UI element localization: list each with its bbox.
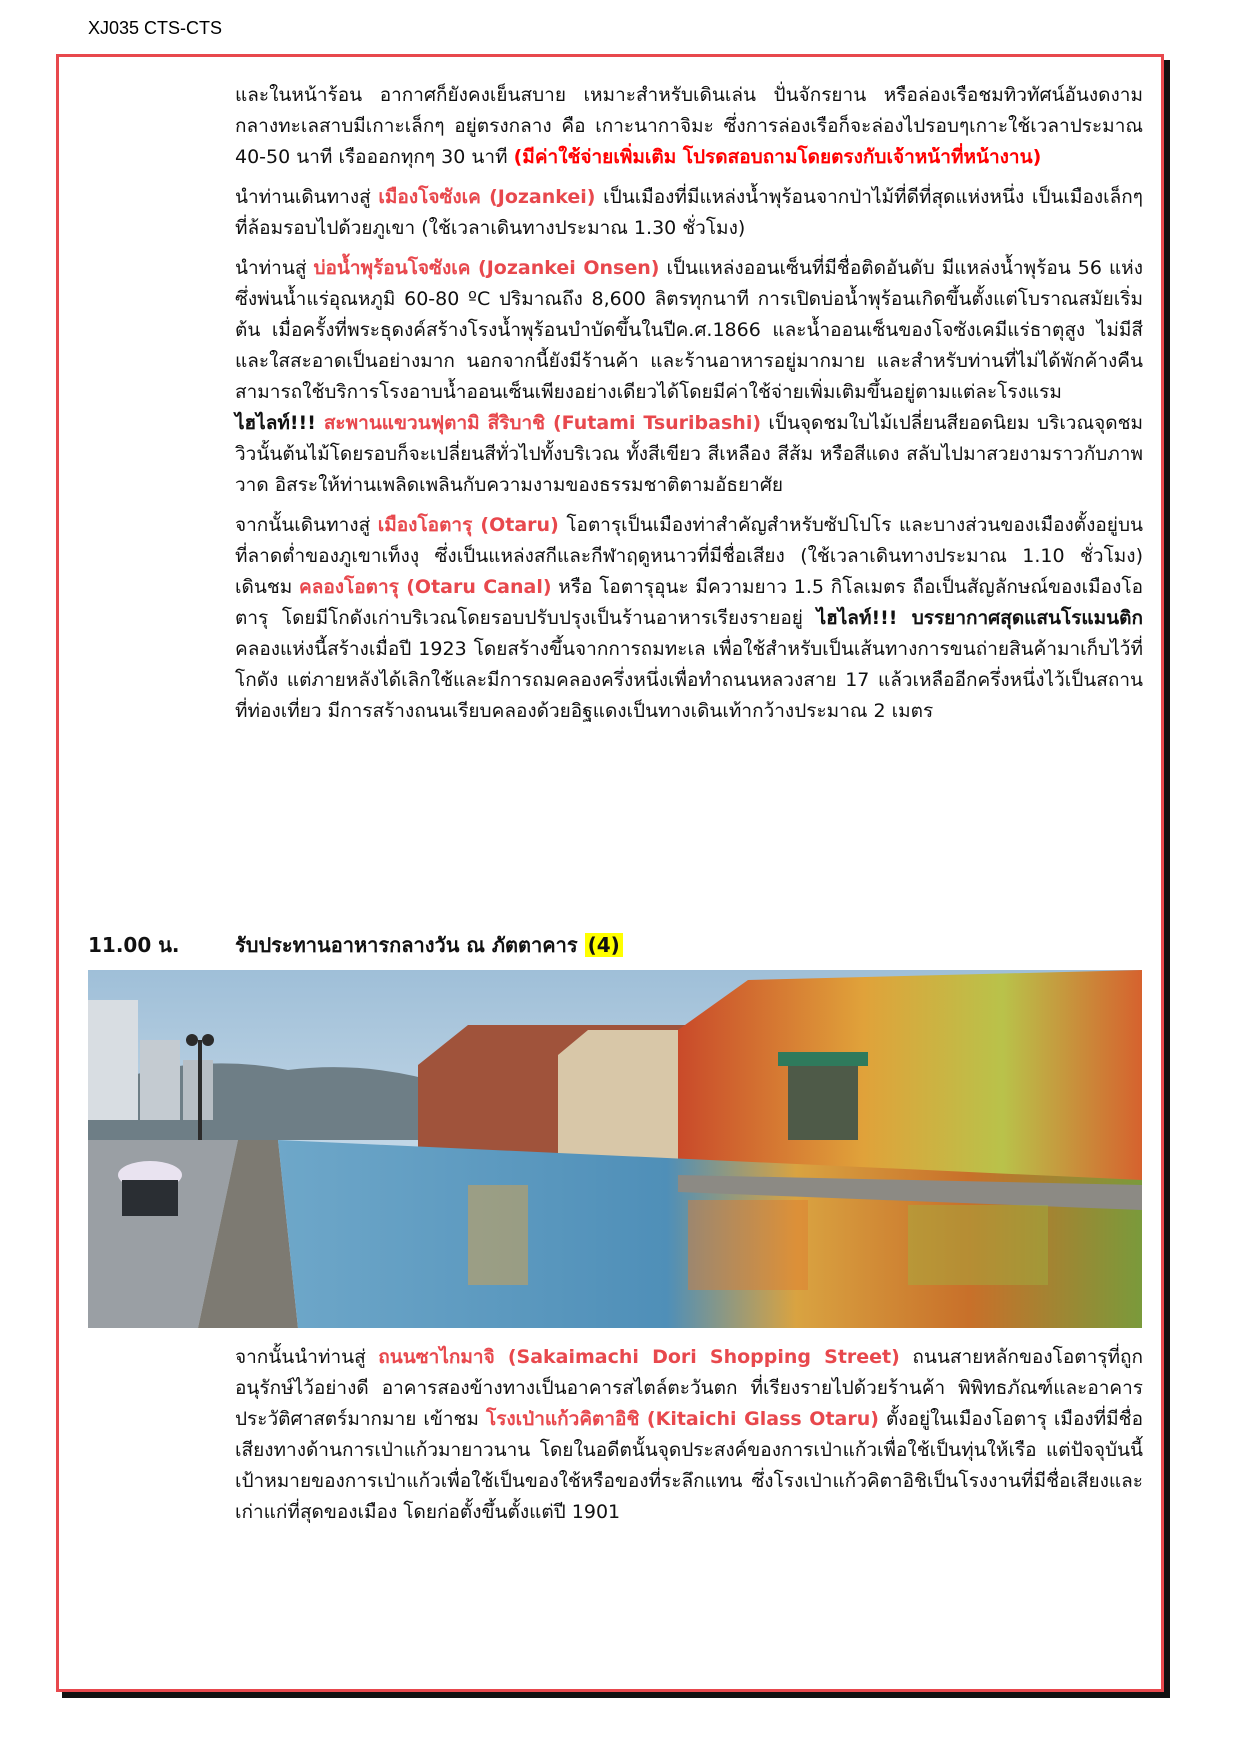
sakaimachi-text: ถนนสายหลักของโอตารุที่ถูกอนุรักษ์ไว้อย่างดี อาคารสองข้างทางเป็นอาคารสไตล์ตะวันตก ที่เรียงรายไปด้วยร้านค้า พิพิทธภัณฑ์และอาคารประวัติศาสตร์มากมาย เข้าชม [235, 1346, 1143, 1430]
otaru-intro: จากนั้นเดินทางสู่ [235, 514, 378, 536]
otaru-canal: คลองโอตารุ (Otaru Canal) [299, 576, 552, 598]
jozankei-text: เป็นเมืองที่มีแหล่งน้ำพุร้อนจากป่าไม้ที่ดีที่สุดแห่งหนึ่ง เป็นเมืองเล็กๆ ที่ล้อมรอบไปด้วยภูเขา (ใช้เวลาเดินทางประมาณ 1.30 ชั่วโมง) [235, 186, 1143, 239]
paragraph-sakaimachi [235, 1342, 1143, 1528]
kitaichi-glass: โรงเป่าแก้วคิตาอิชิ (Kitaichi Glass Otaru) [485, 1408, 879, 1430]
lake-text: และในหน้าร้อน อากาศก็ยังคงเย็นสบาย เหมาะสำหรับเดินเล่น ปั่นจักรยาน หรือล่องเรือชมทิวทัศน์อันงดงาม กลางทะเลสาบมีเกาะเล็กๆ อยู่ตรงกลาง คือ เกาะนากาจิมะ ซึ่งการล่องเรือก็จะล่องไปรอบๆเกาะใช้เวลาประมาณ 40-50 นาที เรือออกทุกๆ 30 นาที [235, 84, 1143, 168]
onsen-text-end: เป็นจุดชมใบไม้เปลี่ยนสียอดนิยม บริเวณจุดชมวิวนั้นต้นไม้โดยรอบก็จะเปลี่ยนสีทั่วไปทั้งบริเวณ ทั้งสีเขียว สีเหลือง สีส้ม หรือสีแดง สลับไปมาสวยงามราวกับภาพวาด อิสระให้ท่านเพลิดเพลินกับความงามของธรรมชาติตามอัธยาศัย [235, 412, 1143, 496]
paragraph-otaru [235, 510, 1143, 727]
sakaimachi-intro: จากนั้นนำท่านสู่ [235, 1346, 379, 1368]
meal-description: รับประทานอาหารกลางวัน ณ ภัตตาคาร [235, 933, 585, 957]
otaru-canal-photo [88, 970, 1142, 1328]
otaru-text-end: คลองแห่งนี้สร้างเมื่อปี 1923 โดยสร้างขึ้นจากการถมทะเล เพื่อใช้สำหรับเป็นเส้นทางการขนถ่ายสินค้ามาเก็บไว้ที่โกดัง แต่ภายหลังได้เลิกใช้และมีการถมคลองครึ่งหนึ่งเพื่อทำถนนหลวงสาย 17 แล้วเหลืออีกครึ่งหนึ่งไว้เป็นสถานที่ท่องเที่ยว มีการสร้างถนนเรียบคลองด้วยอิฐแดงเป็นทางเดินเท้ากว้างประมาณ 2 เมตร [235, 638, 1143, 722]
otaru-highlight: ไฮไลท์!!! บรรยากาศสุดแสนโรแมนติก [816, 607, 1143, 629]
sakaimachi-street: ถนนซาไกมาจิ (Sakaimachi Dori Shopping Street) [378, 1346, 900, 1368]
itinerary-text-top [235, 80, 1143, 736]
onsen-place: บ่อน้ำพุร้อนโจซังเค (Jozankei Onsen) [313, 257, 660, 279]
jozankei-place: เมืองโจซังเค (Jozankei) [378, 186, 596, 208]
kitaichi-text: ตั้งอยู่ในเมืองโอตารุ เมืองที่มีชื่อเสียงทางด้านการเป่าแก้วมายาวนาน โดยในอดีตนั้นจุดประสงค์ของการเป่าแก้วเพื่อใช้เป็นทุ่นให้เรือ แต่ปัจจุบันนี้เป้าหมายของการเป่าแก้วเพื่อใช้เป็นของใช้หรือของที่ระลึกแทน ซึ่งโรงเป่าแก้วคิตาอิชิเป็นโรงงานที่มีชื่อเสียงและเก่าแก่ที่สุดของเมือง โดยก่อตั้งขึ้นตั้งแต่ปี 1901 [235, 1408, 1143, 1523]
onsen-text: เป็นแหล่งออนเซ็นที่มีชื่อติดอันดับ มีแหล่งน้ำพุร้อน 56 แห่ง ซึ่งพ่นน้ำแร่อุณหภูมิ 60-80 ºC ปริมาณถึง 8,600 ลิตรทุกนาที การเปิดบ่อน้ำพุร้อนเกิดขึ้นตั้งแต่โบราณสมัยเริ่มต้น เมื่อครั้งที่พระธุดงค์สร้างโรงน้ำพุร้อนบำบัดขึ้นในปีค.ศ.1866 และน้ำออนเซ็นของโจซังเคมีแร่ธาตุสูง ไม่มีสีและใสสะอาดเป็นอย่างมาก นอกจากนี้ยังมีร้านค้า และร้านอาหารอยู่มากมาย และสำหรับท่านที่ไม่ได้พักค้างคืนสามารถใช้บริการโรงอาบน้ำออนเซ็นเพียงอย่างเดียวได้โดยมีค่าใช้จ่ายเพิ่มเติมขึ้นอยู่ตามแต่ละโรงแรม [235, 257, 1143, 403]
document-code: XJ035 CTS-CTS [88, 18, 223, 38]
futami-bridge: สะพานแขวนฟุตามิ สีริบาชิ (Futami Tsuribashi) [315, 412, 762, 434]
otaru-canal-text: หรือ โอตารุอุนะ มีความยาว 1.5 กิโลเมตร ถือเป็นสัญลักษณ์ของเมืองโอตารุ โดยมีโกดังเก่าบริเวณโดยรอบปรับปรุงเป็นร้านอาหารเรียงรายอยู่ [235, 576, 1143, 629]
itinerary-text-bottom [235, 1342, 1143, 1537]
meal-number-badge: (4) [585, 933, 623, 957]
paragraph-lake [235, 80, 1143, 173]
meal-text [235, 930, 623, 960]
extra-cost-note: (มีค่าใช้จ่ายเพิ่มเติม โปรดสอบถามโดยตรงกับเจ้าหน้าที่หน้างาน) [513, 146, 1042, 168]
jozankei-intro: นำท่านเดินทางสู่ [235, 186, 379, 208]
paragraph-onsen [235, 253, 1143, 501]
onsen-highlight: ไฮไลท์!!! [235, 412, 316, 434]
onsen-intro: นำท่านสู่ [235, 257, 314, 279]
otaru-place: เมืองโอตารุ (Otaru) [377, 514, 559, 536]
meal-time: 11.00 น. [88, 933, 180, 957]
otaru-text: โอตารุเป็นเมืองท่าสำคัญสำหรับซัปโปโร และบางส่วนของเมืองตั้งอยู่บนที่ลาดต่ำของภูเขาเท็งงุ ซึ่งเป็นแหล่งสกีและกีฬาฤดูหนาวที่มีชื่อเสียง (ใช้เวลาเดินทางประมาณ 1.10 ชั่วโมง) เดินชม [235, 514, 1143, 598]
paragraph-jozankei [235, 182, 1143, 244]
